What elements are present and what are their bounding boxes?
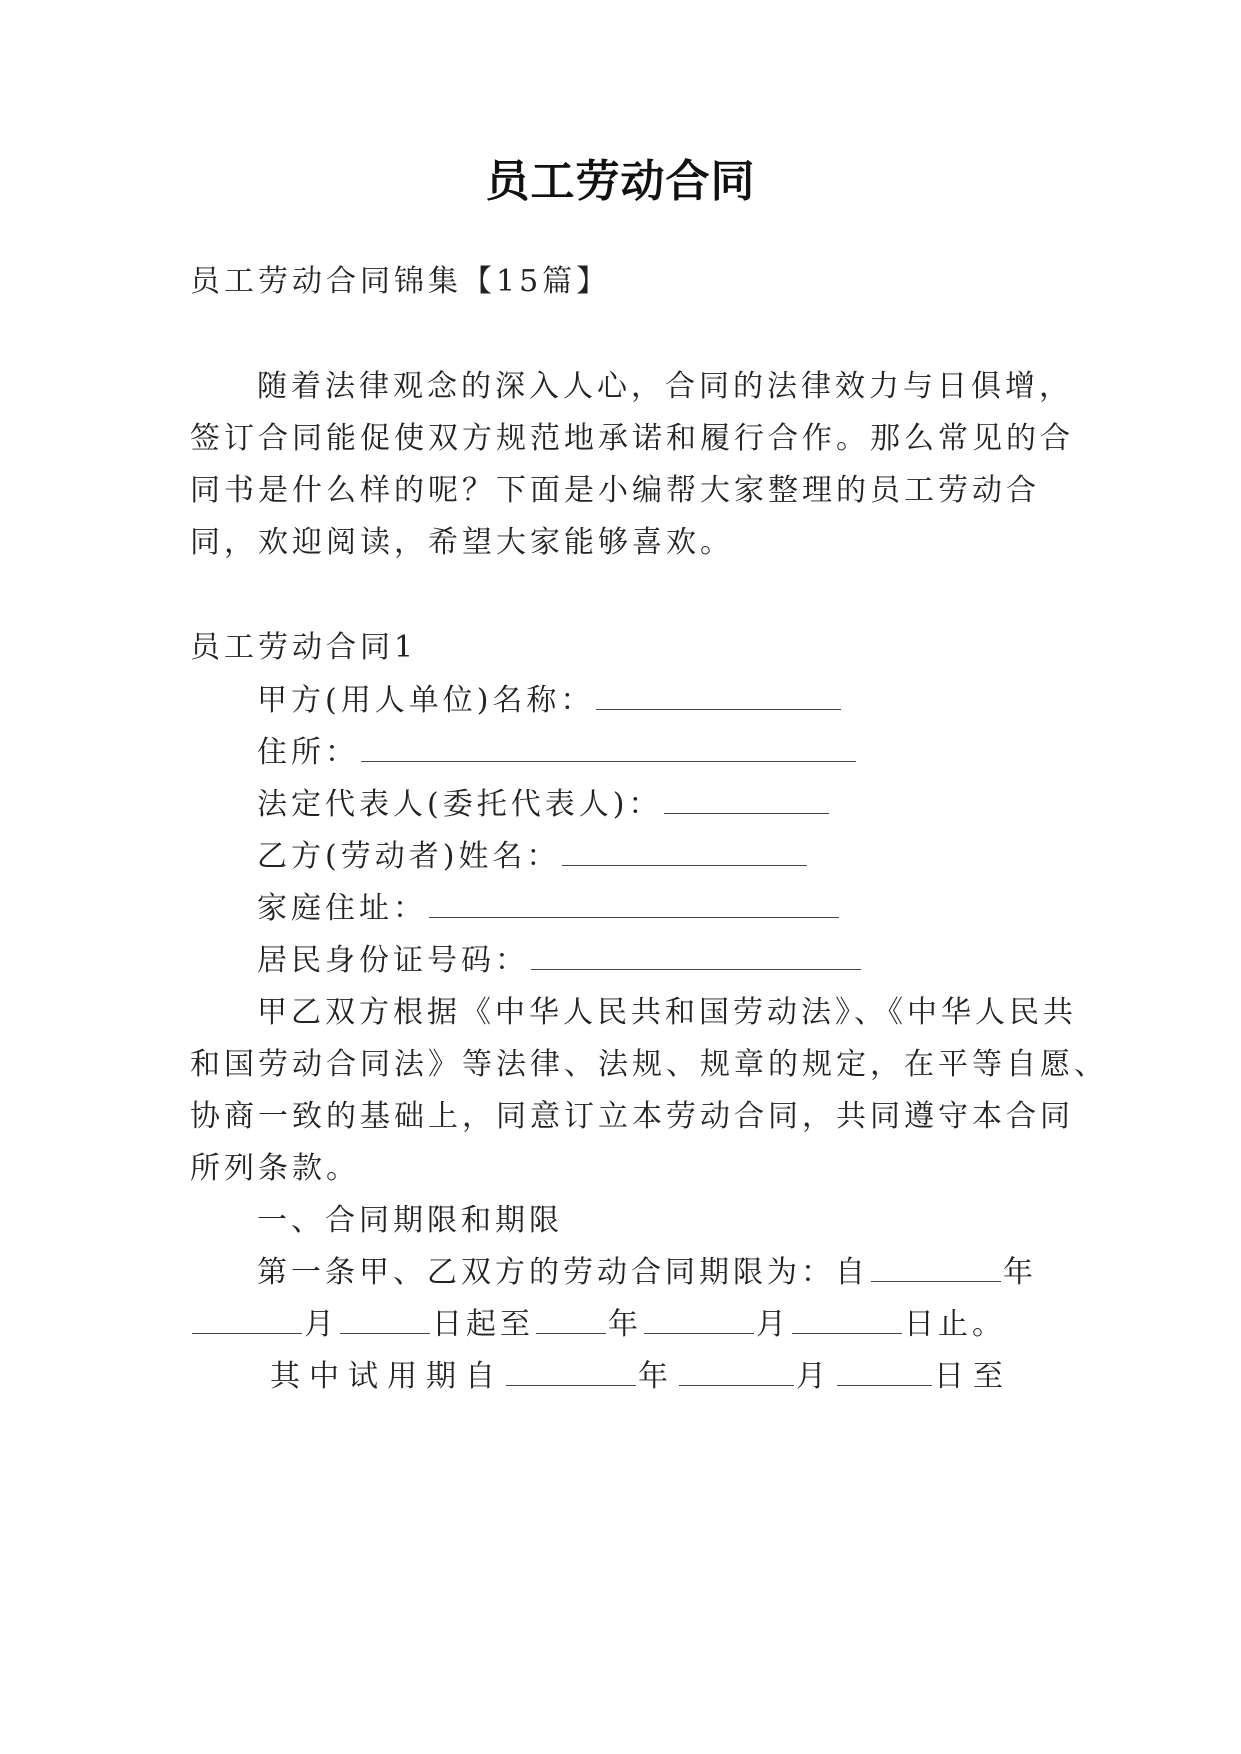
probation-lead: 其中试用期自	[270, 1359, 504, 1394]
field-id-number	[257, 941, 863, 981]
probation-year-blank	[506, 1357, 636, 1386]
field-address-label: 住所：	[257, 735, 359, 770]
home-address-blank	[429, 889, 839, 918]
intro-line-4: 同，欢迎阅读，希望大家能够喜欢。	[190, 525, 734, 560]
basis-line-2: 和国劳动合同法》等法律、法规、规章的规定，在平等自愿、	[190, 1047, 1108, 1082]
field-party-a	[257, 681, 843, 721]
intro-line-2: 签订合同能促使双方规范地承诺和履行合作。那么常见的合	[190, 421, 1074, 456]
probation-line	[270, 1357, 1012, 1397]
address-blank	[361, 733, 856, 762]
field-party-a-label: 甲方(用人单位)名称：	[257, 683, 595, 718]
basis-line-3: 协商一致的基础上，同意订立本劳动合同，共同遵守本合同	[190, 1099, 1074, 1134]
party-b-blank	[562, 837, 807, 866]
field-legal-rep-label: 法定代表人(委托代表人)：	[257, 787, 663, 822]
clause1-lead: 第一条甲、乙双方的劳动合同期限为：自	[257, 1255, 869, 1290]
field-party-b-label: 乙方(劳动者)姓名：	[257, 839, 561, 874]
clause1-month-1: 月	[304, 1307, 338, 1342]
party-a-blank	[596, 681, 841, 710]
start-year-blank	[871, 1253, 1001, 1282]
field-address	[257, 733, 858, 773]
clause1-month-2: 月	[756, 1307, 790, 1342]
basis-line-4: 所列条款。	[190, 1151, 360, 1186]
probation-day-blank	[837, 1357, 932, 1386]
end-year-blank	[536, 1305, 606, 1334]
document-title: 员工劳动合同	[485, 156, 756, 207]
start-day-blank	[340, 1305, 430, 1334]
document-subtitle: 员工劳动合同锦集【15篇】	[190, 264, 611, 299]
field-party-b	[257, 837, 809, 877]
end-day-blank	[792, 1305, 902, 1334]
field-id-number-label: 居民身份证号码：	[257, 943, 529, 978]
id-number-blank	[531, 941, 861, 970]
start-month-blank	[192, 1305, 302, 1334]
clause1-year-2: 年	[608, 1307, 642, 1342]
clause1-day-end: 日止。	[904, 1307, 1006, 1342]
probation-month: 月	[796, 1359, 835, 1394]
basis-line-1: 甲乙双方根据《中华人民共和国劳动法》、《中华人民共	[257, 995, 1077, 1030]
clause1-line-2	[190, 1305, 1006, 1345]
field-home-address	[257, 889, 841, 929]
section-heading: 员工劳动合同1	[190, 630, 418, 665]
probation-year: 年	[638, 1359, 677, 1394]
clause-heading: 一、合同期限和期限	[257, 1203, 563, 1238]
probation-month-blank	[679, 1357, 794, 1386]
field-home-address-label: 家庭住址：	[257, 891, 427, 926]
clause1-line-1	[257, 1253, 1037, 1293]
clause1-year: 年	[1003, 1255, 1037, 1290]
legal-rep-blank	[664, 785, 829, 814]
intro-line-3: 同书是什么样的呢？下面是小编帮大家整理的员工劳动合	[190, 473, 1040, 508]
field-legal-rep	[257, 785, 831, 825]
clause1-day-from: 日起至	[432, 1307, 534, 1342]
intro-line-1: 随着法律观念的深入人心，合同的法律效力与日俱增，	[257, 369, 1073, 404]
probation-day-to: 日至	[934, 1359, 1012, 1394]
end-month-blank	[644, 1305, 754, 1334]
